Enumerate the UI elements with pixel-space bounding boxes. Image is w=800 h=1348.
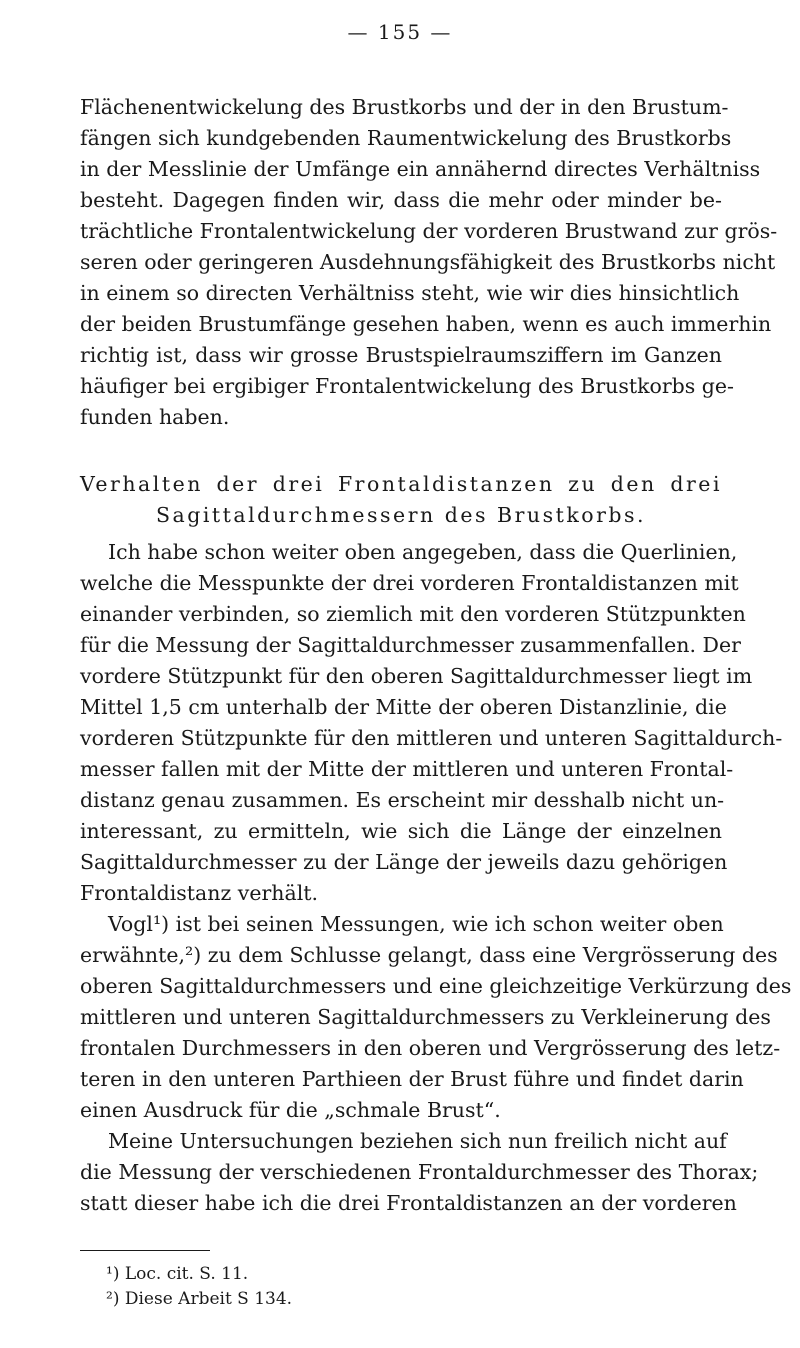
footnote-divider: [80, 1250, 210, 1251]
paragraph-1: [80, 92, 778, 433]
text-line: einen Ausdruck für die „schmale Brust“.: [80, 1098, 501, 1122]
paragraph-4: [80, 1126, 759, 1219]
heading-line: Verhalten der drei Frontaldistanzen zu den drei: [80, 472, 722, 496]
text-line: erwähnte,²) zu dem Schlusse gelangt, dass eine Vergrösserung des: [80, 943, 778, 967]
text-line: der beiden Brustumfänge gesehen haben, wenn es auch immerhin: [80, 312, 772, 336]
text-line: besteht. Dagegen finden wir, dass die mehr oder minder be-: [80, 188, 722, 212]
heading-line: Sagittaldurchmessern des Brustkorbs.: [155, 503, 647, 527]
text-line: mittleren und unteren Sagittaldurchmessers zu Verkleinerung des: [80, 1005, 771, 1029]
text-line: frontalen Durchmessers in den oberen und Vergrösserung des letz-: [80, 1036, 781, 1060]
page-number: — 155 —: [347, 20, 453, 44]
footnote: ¹) Loc. cit. S. 11.: [106, 1264, 249, 1284]
text-line: Ich habe schon weiter oben angegeben, dass die Querlinien,: [108, 540, 738, 564]
paragraph-3: [80, 909, 792, 1126]
text-line: Mittel 1,5 cm unterhalb der Mitte der oberen Distanzlinie, die: [80, 695, 727, 719]
text-line: Vogl¹) ist bei seinen Messungen, wie ich schon weiter oben: [108, 912, 724, 936]
text-line: distanz genau zusammen. Es erscheint mir desshalb nicht un-: [80, 788, 725, 812]
paragraph-2: [80, 537, 783, 909]
text-line: vordere Stützpunkt für den oberen Sagittaldurchmesser liegt im: [80, 664, 753, 688]
footnote: ²) Diese Arbeit S 134.: [106, 1289, 293, 1309]
text-line: messer fallen mit der Mitte der mittleren und unteren Frontal-: [80, 757, 734, 781]
text-line: Flächenentwickelung des Brustkorbs und der in den Brustum-: [80, 95, 729, 119]
text-line: in einem so directen Verhältniss steht, wie wir dies hinsichtlich: [80, 281, 740, 305]
text-line: einander verbinden, so ziemlich mit den vorderen Stützpunkten: [80, 602, 746, 626]
text-line: für die Messung der Sagittaldurchmesser zusammenfallen. Der: [80, 633, 741, 657]
text-line: trächtliche Frontalentwickelung der vorderen Brustwand zur grös-: [80, 219, 778, 243]
text-line: oberen Sagittaldurchmessers und eine gleichzeitige Verkürzung des: [80, 974, 792, 998]
text-line: Sagittaldurchmesser zu der Länge der jeweils dazu gehörigen: [80, 850, 728, 874]
text-line: in der Messlinie der Umfänge ein annähernd directes Verhältniss: [80, 157, 761, 181]
text-line: richtig ist, dass wir grosse Brustspielraumsziffern im Ganzen: [80, 343, 722, 367]
main-text: [80, 92, 792, 1219]
text-line: teren in den unteren Parthieen der Brust führe und findet darin: [80, 1067, 744, 1091]
text-line: seren oder geringeren Ausdehnungsfähigkeit des Brustkorbs nicht: [80, 250, 776, 274]
text-line: statt dieser habe ich die drei Frontaldistanzen an der vorderen: [80, 1191, 737, 1215]
text-line: fängen sich kundgebenden Raumentwickelung des Brustkorbs: [80, 126, 732, 150]
text-line: interessant, zu ermitteln, wie sich die Länge der einzelnen: [80, 819, 722, 843]
text-line: funden haben.: [80, 405, 230, 429]
section-gap: [80, 433, 722, 469]
text-line: vorderen Stützpunkte für den mittleren und unteren Sagittaldurch-: [80, 726, 783, 750]
text-line: die Messung der verschiedenen Frontaldurchmesser des Thorax;: [80, 1160, 759, 1184]
section-heading: [80, 469, 722, 531]
text-line: häufiger bei ergibiger Frontalentwickelung des Brustkorbs ge-: [80, 374, 734, 398]
text-line: Frontaldistanz verhält.: [80, 881, 319, 905]
footnotes: [106, 1262, 726, 1312]
text-line: Meine Untersuchungen beziehen sich nun freilich nicht auf: [108, 1129, 727, 1153]
text-line: welche die Messpunkte der drei vorderen Frontaldistanzen mit: [80, 571, 739, 595]
